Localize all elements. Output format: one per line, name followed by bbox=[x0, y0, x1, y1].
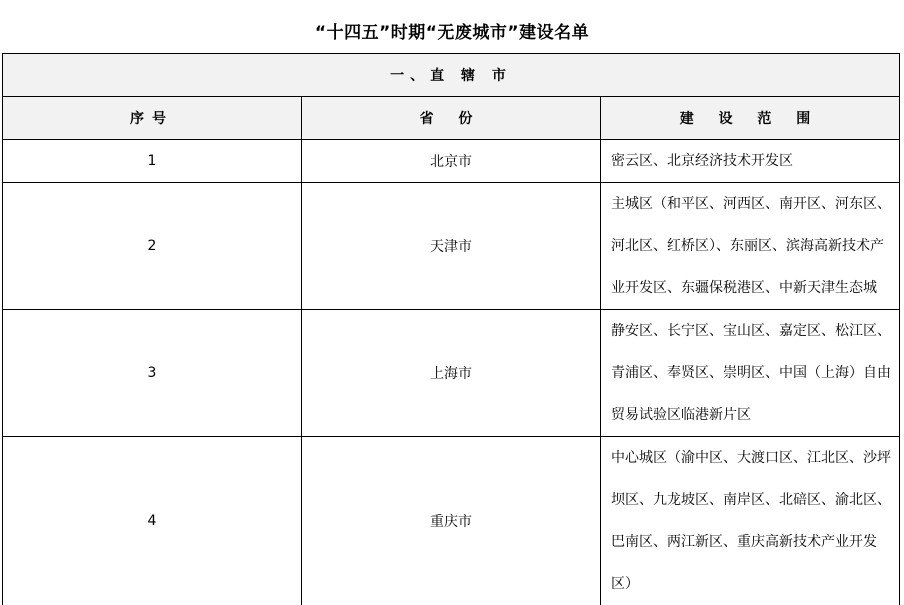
page-title: “十四五”时期“无废城市”建设名单 bbox=[0, 18, 904, 43]
row-scope: 密云区、北京经济技术开发区 bbox=[601, 140, 900, 183]
row-no: 2 bbox=[3, 183, 302, 310]
table-row bbox=[3, 140, 900, 183]
row-scope: 主城区（和平区、河西区、南开区、河东区、河北区、红桥区）、东丽区、滨海高新技术产业开发区、东疆保税港区、中新天津生态城 bbox=[601, 183, 900, 310]
row-scope: 静安区、长宁区、宝山区、嘉定区、松江区、青浦区、奉贤区、崇明区、中国（上海）自由贸易试验区临港新片区 bbox=[601, 310, 900, 437]
section-title: 一、直 辖 市 bbox=[3, 54, 900, 97]
header-scope: 建 设 范 围 bbox=[601, 97, 900, 140]
row-province: 天津市 bbox=[302, 183, 601, 310]
row-province: 重庆市 bbox=[302, 437, 601, 605]
header-province: 省 份 bbox=[302, 97, 601, 140]
row-province: 北京市 bbox=[302, 140, 601, 183]
row-no: 1 bbox=[3, 140, 302, 183]
table-header bbox=[3, 97, 900, 140]
row-province: 上海市 bbox=[302, 310, 601, 437]
row-no: 4 bbox=[3, 437, 302, 605]
table-row bbox=[3, 183, 900, 310]
row-no: 3 bbox=[3, 310, 302, 437]
section-row bbox=[3, 54, 900, 97]
city-list-table bbox=[2, 53, 900, 605]
header-no: 序号 bbox=[3, 97, 302, 140]
table-row bbox=[3, 310, 900, 437]
row-scope: 中心城区（渝中区、大渡口区、江北区、沙坪坝区、九龙坡区、南岸区、北碚区、渝北区、巴南区、两江新区、重庆高新技术产业开发区） bbox=[601, 437, 900, 605]
table-row bbox=[3, 437, 900, 605]
